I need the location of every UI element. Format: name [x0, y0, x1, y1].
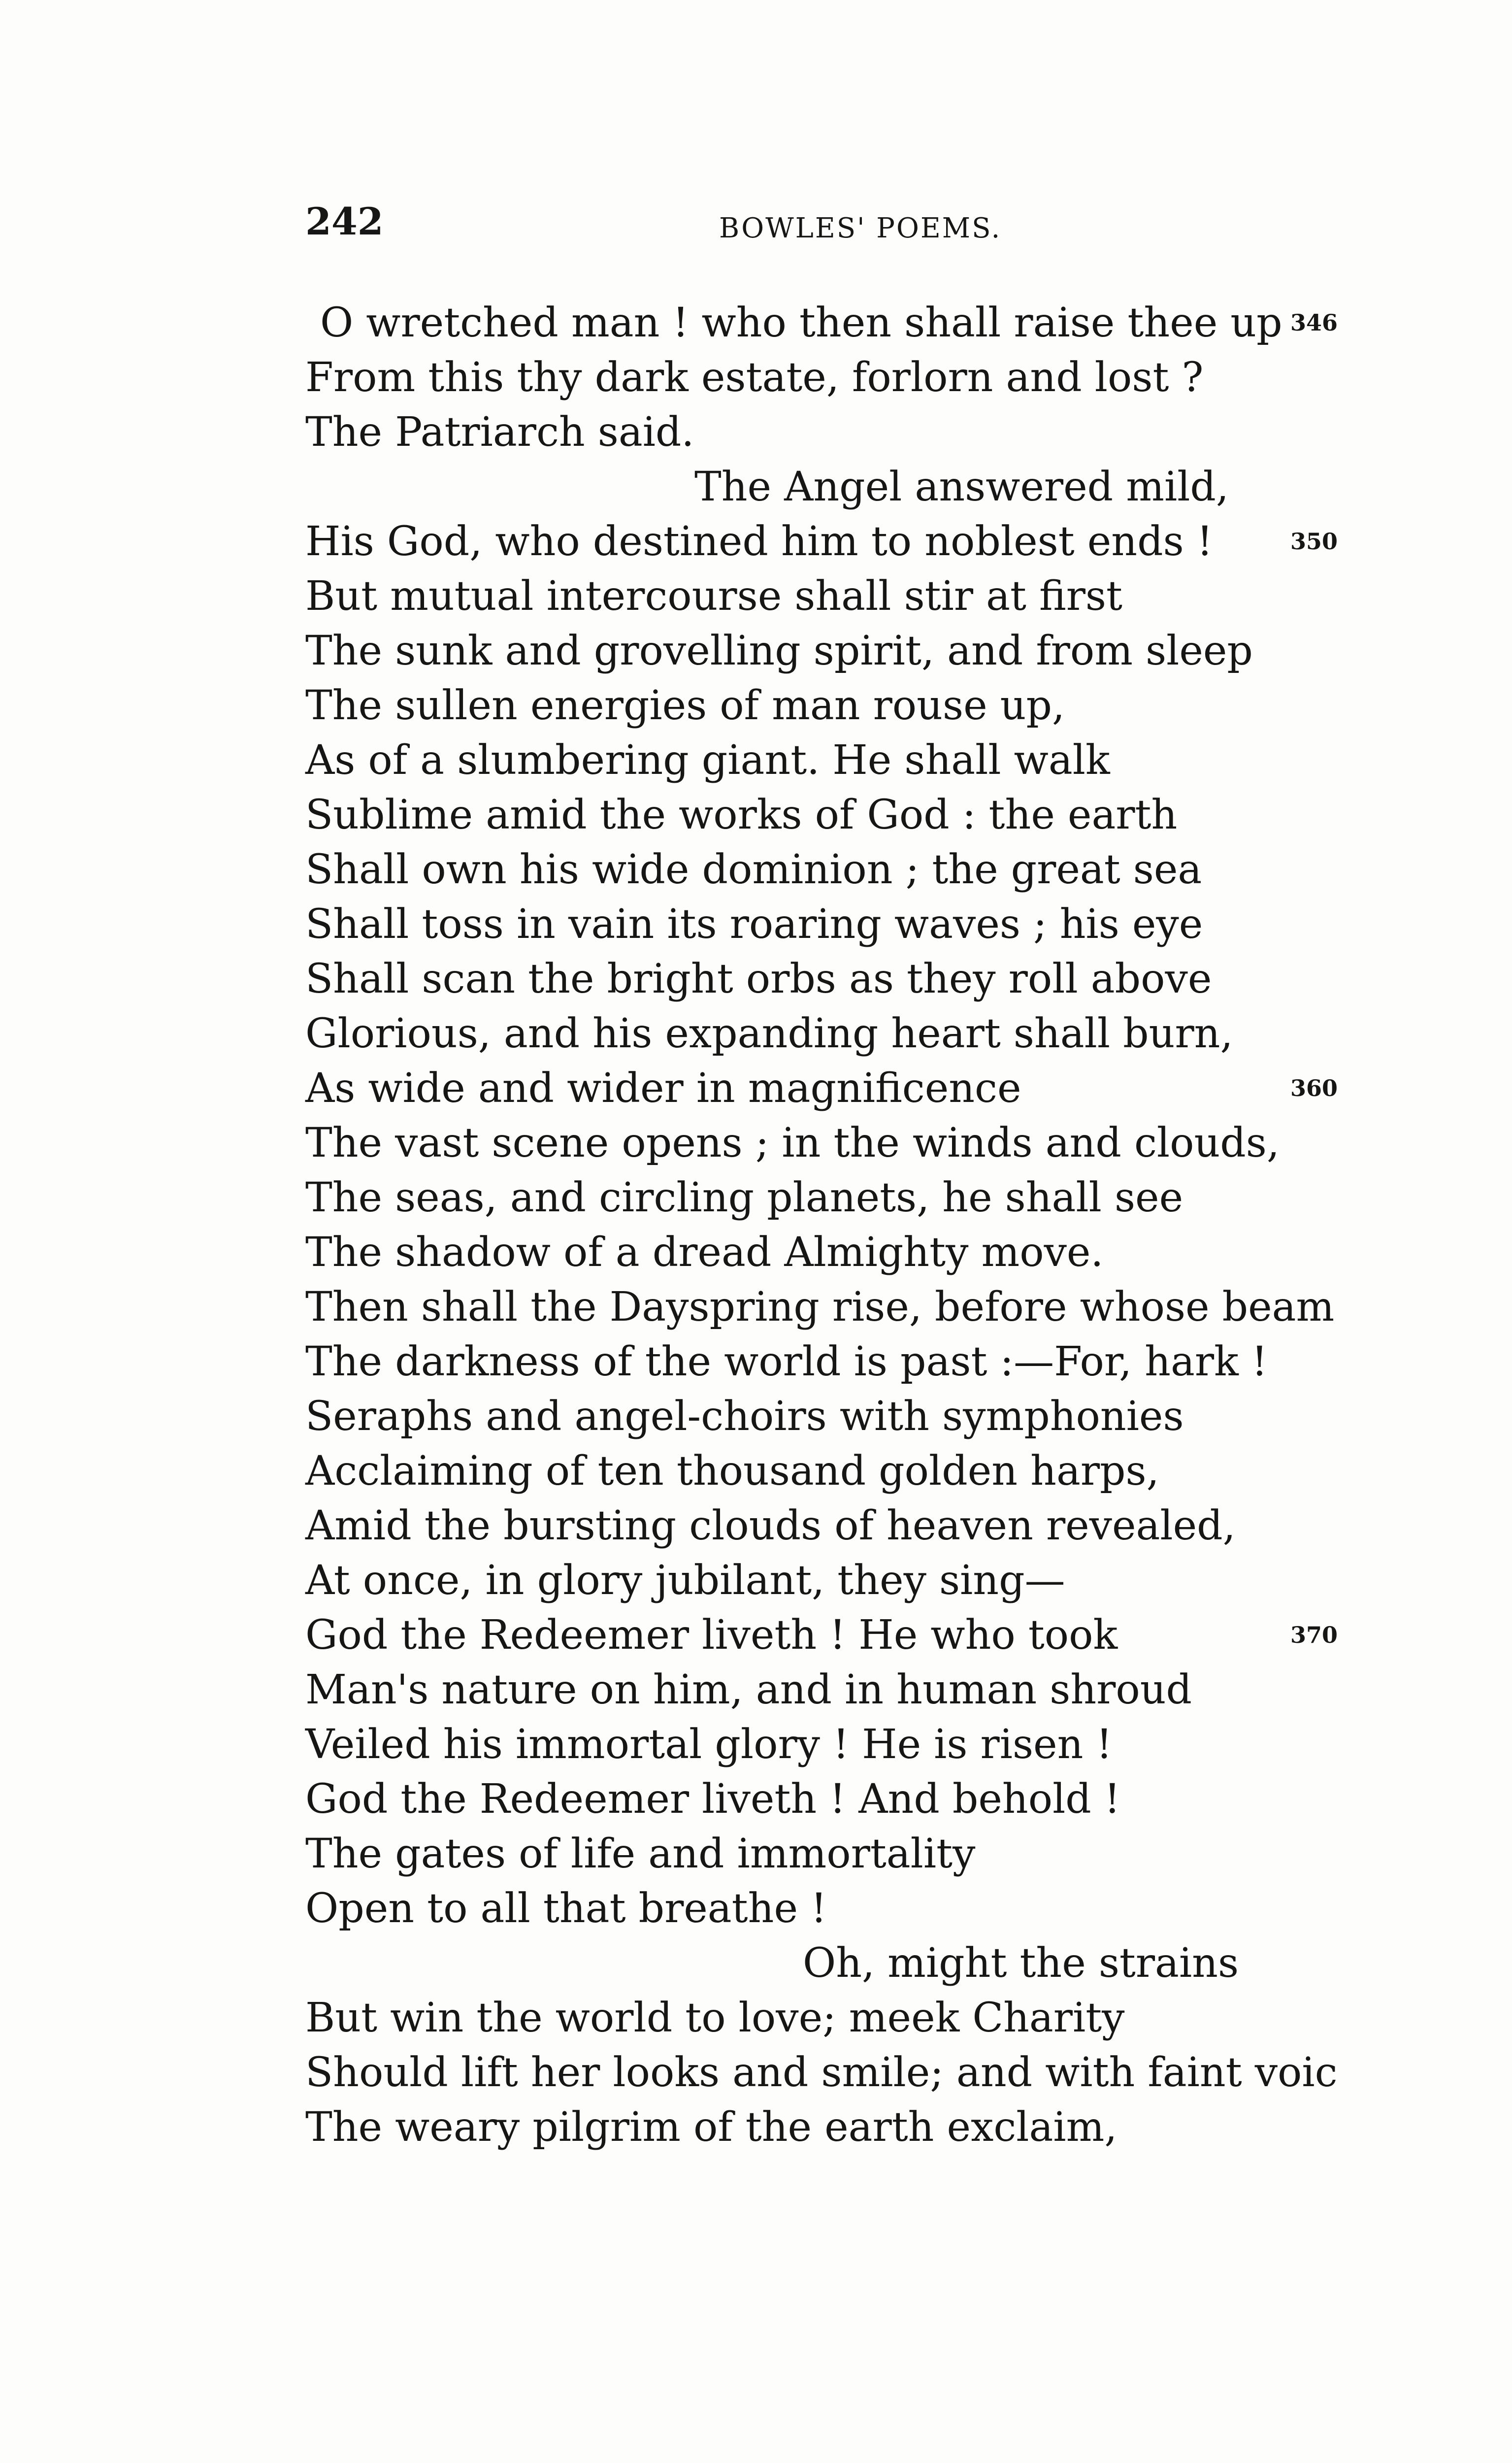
- poem-line-text: The Angel answered mild,: [694, 464, 1229, 510]
- poem-line: [305, 460, 1364, 514]
- line-number: 360: [1290, 1075, 1338, 1101]
- poem-line-text: God the Redeemer liveth ! He who took: [305, 1612, 1118, 1659]
- poem-line: [305, 1444, 1364, 1498]
- poem-line-text: Veiled his immortal glory ! He is risen !: [305, 1721, 1113, 1768]
- poem-line: [305, 1006, 1364, 1061]
- poem-line: [305, 1881, 1364, 1936]
- poem-line-text: O wretched man ! who then shall raise thee up: [320, 300, 1282, 346]
- poem-line: [305, 1280, 1364, 1334]
- poem-line: [305, 1061, 1364, 1116]
- line-number: 350: [1290, 528, 1338, 555]
- poem-line-text: Amid the bursting clouds of heaven revealed,: [305, 1502, 1236, 1549]
- poem-line-text: Shall scan the bright orbs as they roll above: [305, 956, 1212, 1002]
- poem-line: [305, 1991, 1364, 2045]
- poem-line-text: The Patriarch said.: [305, 409, 694, 456]
- poem-line: [305, 624, 1364, 678]
- poem-line: [305, 733, 1364, 788]
- page-number: 242: [305, 200, 384, 243]
- poem-line-text: At once, in glory jubilant, they sing—: [305, 1557, 1065, 1604]
- poem-line-text: Then shall the Dayspring rise, before whose beam: [305, 1284, 1335, 1331]
- running-title: BOWLES' POEMS.: [719, 212, 1002, 244]
- poem-line-text: Should lift her looks and smile; and with faint voic: [305, 2049, 1338, 2096]
- poem-text: [305, 296, 1364, 2155]
- poem-line-text: Sublime amid the works of God : the earth: [305, 792, 1178, 838]
- poem-line: [305, 1170, 1364, 1225]
- poem-line-text: Shall toss in vain its roaring waves ; his eye: [305, 901, 1203, 948]
- poem-line-text: The seas, and circling planets, he shall see: [305, 1174, 1183, 1221]
- poem-line: [305, 897, 1364, 952]
- line-number: 346: [1290, 309, 1338, 336]
- poem-line: [305, 1553, 1364, 1608]
- line-number: 370: [1290, 1622, 1338, 1648]
- poem-line: [305, 1116, 1364, 1170]
- poem-line-text: From this thy dark estate, forlorn and lost ?: [305, 354, 1204, 401]
- page-header: [0, 200, 1512, 259]
- poem-line: [305, 2045, 1364, 2100]
- poem-line-text: His God, who destined him to noblest ends !: [305, 518, 1213, 565]
- poem-line: [305, 1334, 1364, 1389]
- poem-line: [305, 1772, 1364, 1827]
- poem-line-text: Shall own his wide dominion ; the great sea: [305, 846, 1202, 893]
- poem-line: [305, 2100, 1364, 2155]
- poem-line-text: The gates of life and immortality: [305, 1831, 976, 1877]
- poem-line-text: The darkness of the world is past :—For, hark !: [305, 1338, 1268, 1385]
- poem-line-text: The vast scene opens ; in the winds and clouds,: [305, 1120, 1280, 1166]
- poem-line: [305, 405, 1364, 460]
- poem-line: [305, 952, 1364, 1006]
- poem-line: [305, 842, 1364, 897]
- poem-line-text: The sunk and grovelling spirit, and from sleep: [305, 628, 1253, 674]
- poem-line: [305, 1936, 1364, 1991]
- poem-line: [305, 1389, 1364, 1444]
- poem-line: [305, 514, 1364, 569]
- poem-line: [305, 296, 1364, 350]
- poem-line-text: Man's nature on him, and in human shroud: [305, 1666, 1192, 1713]
- poem-line: [305, 1608, 1364, 1663]
- poem-line: [305, 1717, 1364, 1772]
- poem-line-text: Seraphs and angel-choirs with symphonies: [305, 1393, 1184, 1440]
- poem-line-text: The weary pilgrim of the earth exclaim,: [305, 2104, 1118, 2151]
- poem-line: [305, 1498, 1364, 1553]
- poem-line: [305, 1827, 1364, 1881]
- poem-line: [305, 678, 1364, 733]
- poem-line-text: The shadow of a dread Almighty move.: [305, 1229, 1104, 1276]
- poem-line: [305, 350, 1364, 405]
- poem-line-text: Oh, might the strains: [803, 1940, 1239, 1987]
- poem-line-text: Glorious, and his expanding heart shall burn,: [305, 1010, 1233, 1057]
- poem-line-text: Acclaiming of ten thousand golden harps,: [305, 1448, 1159, 1495]
- poem-line-text: The sullen energies of man rouse up,: [305, 682, 1065, 729]
- poem-line: [305, 1663, 1364, 1717]
- poem-line-text: Open to all that breathe !: [305, 1885, 827, 1932]
- poem-line: [305, 569, 1364, 624]
- poem-line-text: God the Redeemer liveth ! And behold !: [305, 1776, 1120, 1823]
- poem-line: [305, 1225, 1364, 1280]
- poem-line: [305, 788, 1364, 842]
- poem-line-text: But win the world to love; meek Charity: [305, 1995, 1125, 2041]
- poem-line-text: As of a slumbering giant. He shall walk: [305, 737, 1110, 784]
- poem-line-text: But mutual intercourse shall stir at first: [305, 573, 1122, 620]
- poem-line-text: As wide and wider in magnificence: [305, 1065, 1021, 1112]
